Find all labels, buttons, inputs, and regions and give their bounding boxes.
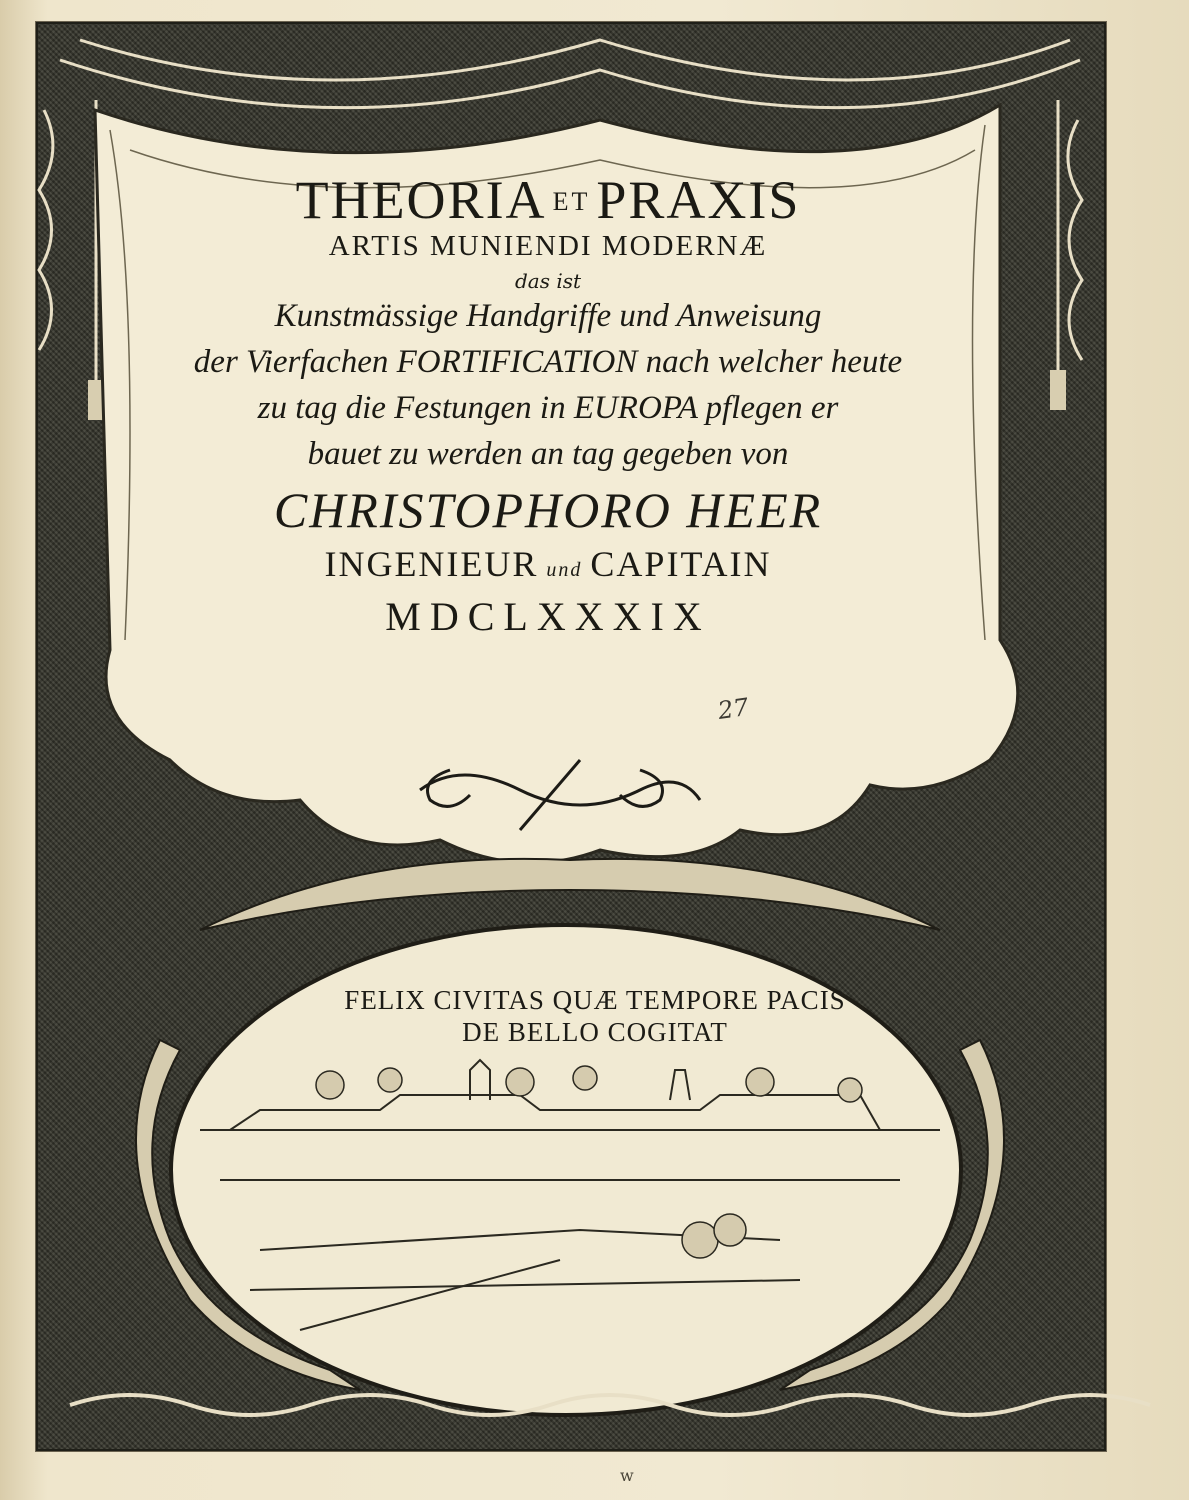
- motto-line-1: FELIX CIVITAS QUÆ TEMPORE PACIS: [344, 985, 846, 1015]
- role-und: und: [546, 559, 583, 581]
- title-et: ET: [552, 187, 591, 216]
- signature-mark: w: [620, 1466, 634, 1485]
- das-ist: das ist: [514, 269, 582, 293]
- title-line-1: Kunstmässige Handgriffe und Anweisung: [274, 298, 822, 334]
- tassel-right: [1050, 100, 1082, 410]
- title-praxis: PRAXIS: [596, 170, 801, 230]
- handwritten-mark: 27: [716, 693, 751, 725]
- motto-line-2: DE BELLO COGITAT: [462, 1017, 728, 1047]
- title-line-4: bauet zu werden an tag gegeben von: [307, 436, 789, 472]
- title-block: [98, 170, 998, 640]
- title-line-2: der Vierfachen FORTIFICATION nach welcher heute: [193, 344, 903, 380]
- subtitle: ARTIS MUNIENDI MODERNÆ: [328, 230, 768, 262]
- publication-year: MDCLXXXIX: [385, 594, 711, 639]
- garland-top: [60, 40, 1080, 108]
- main-title: [98, 170, 998, 232]
- title-line-3: zu tag die Festungen in EUROPA pflegen er: [257, 390, 839, 426]
- role-capitain: CAPITAIN: [590, 544, 772, 584]
- author-name: CHRISTOPHORO HEER: [273, 482, 823, 538]
- motto: [310, 984, 880, 1048]
- tassel-left: [39, 100, 104, 420]
- author-role: [98, 543, 998, 585]
- role-ingenieur: INGENIEUR: [324, 544, 539, 584]
- title-theoria: THEORIA: [295, 170, 547, 230]
